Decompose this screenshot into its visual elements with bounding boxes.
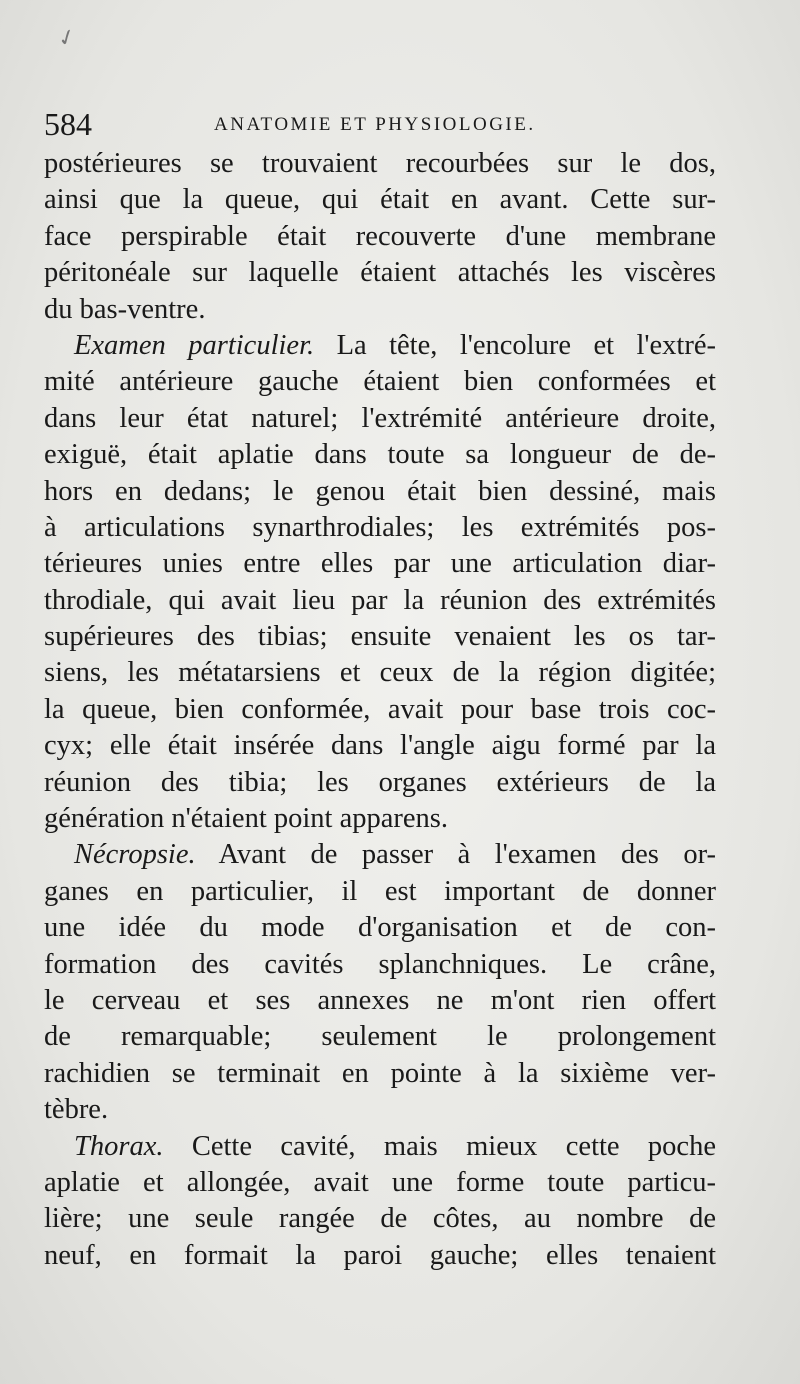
- text-run: La tête, l'encolure et l'extré-: [314, 329, 716, 361]
- text-line: postérieures se trouvaient recourbées sur le dos,: [44, 148, 716, 179]
- text-line: face perspirable était recouverte d'une membrane: [44, 220, 716, 252]
- text-line: neuf, en formait la paroi gauche; elles tenaient: [44, 1239, 716, 1271]
- text-line: throdiale, qui avait lieu par la réunion des extrémités: [44, 584, 716, 616]
- page-number: 584: [44, 106, 92, 142]
- running-head: [44, 104, 724, 144]
- text-line: hors en dedans; le genou était bien dessiné, mais: [44, 475, 716, 507]
- text-line: formation des cavités splanchniques. Le crâne,: [44, 948, 716, 980]
- text-line: cyx; elle était insérée dans l'angle aigu formé par la: [44, 730, 716, 762]
- text-line: rachidien se terminait en pointe à la sixième ver-: [44, 1057, 716, 1089]
- paragraph-first-line: [44, 837, 716, 873]
- text-line: térieures unies entre elles par une articulation diar-: [44, 548, 716, 580]
- text-line: aplatie et allongée, avait une forme toute particu-: [44, 1166, 716, 1198]
- running-title: ANATOMIE ET PHYSIOLOGIE.: [214, 114, 536, 135]
- text-line: tèbre.: [44, 1094, 109, 1126]
- paragraph-first-line: [44, 328, 716, 364]
- text-line: génération n'étaient point apparens.: [44, 803, 448, 835]
- text-line: mité antérieure gauche étaient bien conformées et: [44, 366, 716, 398]
- text-line: la queue, bien conformée, avait pour base trois coc-: [44, 693, 716, 725]
- text-line: à articulations synarthrodiales; les extrémités pos-: [44, 511, 716, 543]
- text-line: péritonéale sur laquelle étaient attachés les viscères: [44, 257, 716, 289]
- text-line: siens, les métatarsiens et ceux de la région digitée;: [44, 657, 716, 689]
- text-line: réunion des tibia; les organes extérieurs de la: [44, 766, 716, 798]
- text-line: une idée du mode d'organisation et de con-: [44, 912, 716, 944]
- text-line: exiguë, était aplatie dans toute sa longueur de de-: [44, 439, 716, 471]
- paragraph-first-line: [44, 1129, 716, 1165]
- paragraph-lead: Examen particulier.: [74, 329, 315, 361]
- text-run: Cette cavité, mais mieux cette poche: [163, 1130, 716, 1162]
- text-line: supérieures des tibias; ensuite venaient les os tar-: [44, 621, 716, 653]
- paragraph-lead: Nécropsie.: [74, 839, 196, 871]
- body-text: [44, 146, 716, 1274]
- paragraph-lead: Thorax.: [74, 1130, 164, 1162]
- text-line: le cerveau et ses annexes ne m'ont rien offert: [44, 984, 716, 1016]
- text-line: ainsi que la queue, qui était en avant. Cette sur-: [44, 184, 716, 216]
- text-line: dans leur état naturel; l'extrémité antérieure droite,: [44, 402, 716, 434]
- text-run: Avant de passer à l'examen des or-: [195, 839, 716, 871]
- text-line: lière; une seule rangée de côtes, au nombre de: [44, 1203, 716, 1235]
- text-line: ganes en particulier, il est important de donner: [44, 875, 716, 907]
- ink-mark: ✓: [54, 23, 81, 54]
- text-line: du bas-ventre.: [44, 293, 206, 325]
- text-line: de remarquable; seulement le prolongement: [44, 1021, 716, 1053]
